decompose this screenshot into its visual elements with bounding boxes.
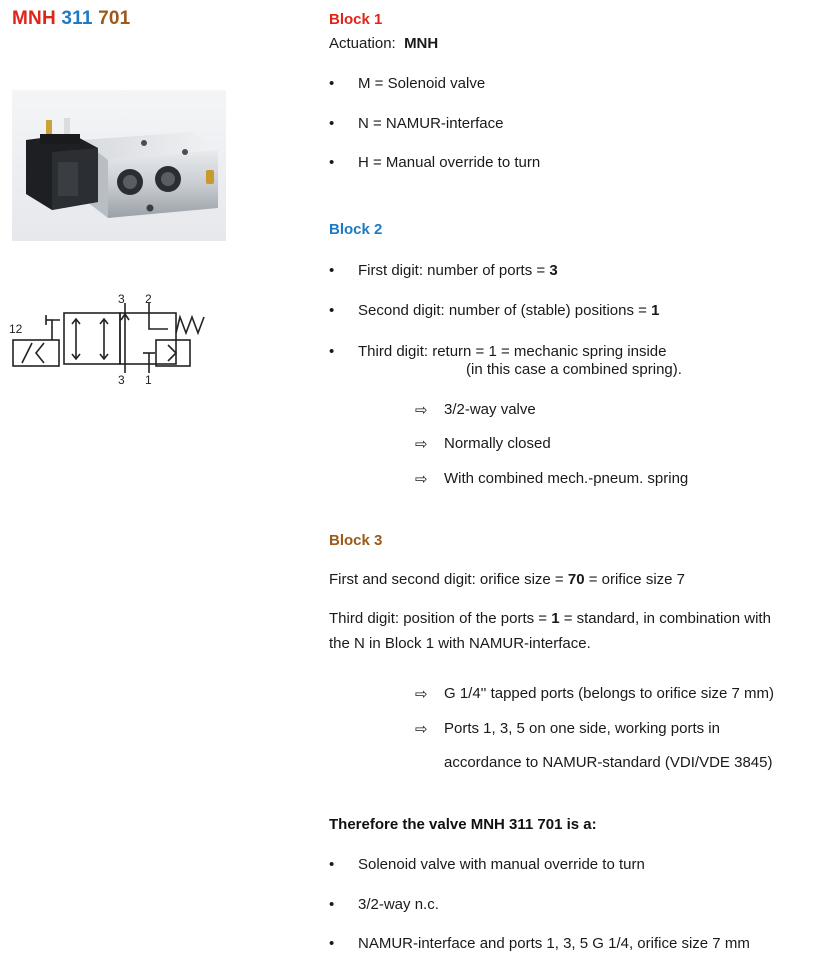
arrow-right-icon: ⇨ — [415, 721, 428, 738]
arrow-right-icon: ⇨ — [415, 686, 428, 703]
port-label-3-bottom: 3 — [118, 373, 125, 385]
arrow-right-icon: ⇨ — [415, 471, 428, 488]
block1-bullet-text: N = NAMUR-interface — [358, 115, 504, 132]
block1-actuation — [329, 35, 438, 52]
block3-arrow-text: Ports 1, 3, 5 on one side, working ports in — [444, 720, 720, 737]
bullet-icon: • — [329, 343, 335, 360]
block3-paragraph-1 — [329, 571, 685, 588]
block1-heading: Block 1 — [329, 11, 383, 28]
block3-p2-value: 1 — [551, 610, 560, 627]
port-label-3-top: 3 — [118, 293, 125, 306]
block2-b3-continuation: (in this case a combined spring). — [466, 361, 682, 378]
title-part-mnh: MNH — [12, 8, 56, 29]
port-label-1: 1 — [145, 373, 152, 385]
summary-bullet-text: NAMUR-interface and ports 1, 3, 5 G 1/4, orifice size 7 mm — [358, 935, 750, 952]
summary-bullet-text: Solenoid valve with manual override to turn — [358, 856, 645, 873]
port-label-2: 2 — [145, 293, 152, 306]
summary-heading: Therefore the valve MNH 311 701 is a: — [329, 816, 597, 833]
block3-p1-post: = orifice size 7 — [584, 571, 686, 588]
bullet-icon: • — [329, 115, 335, 132]
block2-b1-value: 3 — [549, 262, 558, 279]
bullet-icon: • — [329, 154, 335, 171]
arrow-right-icon: ⇨ — [415, 436, 428, 453]
summary-bullet-text: 3/2-way n.c. — [358, 896, 439, 913]
block3-p2-post: = standard, in combination with — [559, 610, 771, 627]
block2-b2-value: 1 — [651, 302, 660, 319]
bullet-icon: • — [329, 896, 335, 913]
block3-arrow-text: G 1/4'' tapped ports (belongs to orifice size 7 mm) — [444, 685, 775, 702]
bullet-icon: • — [329, 262, 335, 279]
block2-heading: Block 2 — [329, 221, 383, 238]
block2-b3-text: Third digit: return = 1 = mechanic spring inside — [358, 343, 667, 360]
block2-arrow-text: 3/2-way valve — [444, 401, 536, 418]
product-code-title — [12, 8, 130, 30]
block3-p2-pre: Third digit: position of the ports = — [329, 610, 552, 627]
block3-p1-pre: First and second digit: orifice size = — [329, 571, 568, 588]
title-part-311: 311 — [61, 8, 93, 29]
bullet-icon: • — [329, 302, 335, 319]
block2-b2-text: Second digit: number of (stable) positions = — [358, 302, 652, 319]
bullet-icon: • — [329, 75, 335, 92]
block1-bullet-text: H = Manual override to turn — [358, 154, 541, 171]
block2-arrow-text: With combined mech.-pneum. spring — [444, 470, 689, 487]
block3-paragraph-2-line2: the N in Block 1 with NAMUR-interface. — [329, 635, 591, 652]
block2-arrow-text: Normally closed — [444, 435, 551, 452]
bullet-icon: • — [329, 856, 335, 873]
actuation-label: Actuation: — [329, 35, 396, 52]
valve-photo — [12, 90, 226, 241]
port-label-12: 12 — [9, 322, 23, 336]
bullet-icon: • — [329, 935, 335, 952]
block3-p1-value: 70 — [567, 571, 585, 588]
title-part-701: 701 — [98, 8, 131, 29]
pneumatic-symbol-3-2-valve — [8, 293, 208, 385]
block3-arrow2-continuation: accordance to NAMUR-standard (VDI/VDE 3845) — [444, 754, 773, 771]
block3-heading: Block 3 — [329, 532, 383, 549]
block1-bullet-text: M = Solenoid valve — [358, 75, 486, 92]
arrow-right-icon: ⇨ — [415, 402, 428, 419]
block2-b1-text: First digit: number of ports = — [358, 262, 550, 279]
block3-paragraph-2 — [329, 610, 771, 627]
actuation-value: MNH — [404, 35, 439, 52]
